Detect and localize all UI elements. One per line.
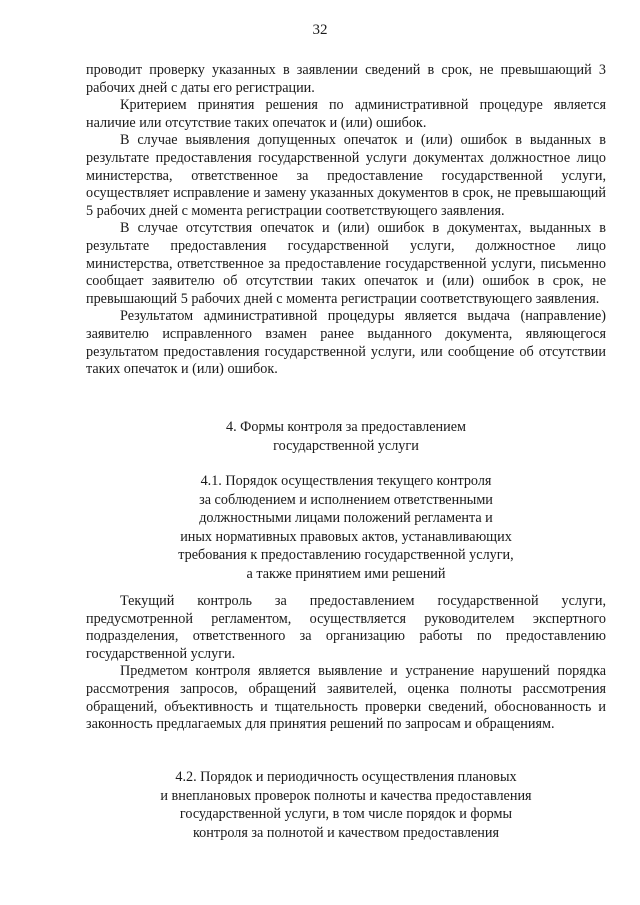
paragraph-verification-term: проводит проверку указанных в заявлении сведений в срок, не превышающий 3 рабочих дней с даты его регистрации. [86,62,606,96]
section-4-1-heading-line: иных нормативных правовых актов, устанавливающих [180,528,512,545]
section-4-1-heading-line: 4.1. Порядок осуществления текущего контроля [200,473,492,489]
section-4-heading [86,418,606,455]
paragraph-decision-criterion: Критерием принятия решения по административной процедуре является наличие или отсутствие таких опечаток и (или) ошибок. [86,97,606,131]
paragraph-control-subject: Предметом контроля является выявление и устранение нарушений порядка рассмотрения запросов, обращений заявителей, оценка полноты рассмотрения обращений, объективность и тщательность проверки сведений, обоснованность и законность предлагаемых для принятия решений по запросам и обращениям. [86,663,606,733]
section-4-1-heading [86,472,606,583]
text-block-procedure [86,62,606,379]
section-4-1-heading-line: за соблюдением и исполнением ответственными [199,491,493,508]
page-number: 32 [312,22,328,38]
paragraph-errors-found: В случае выявления допущенных опечаток и (или) ошибок в выданных в результате предоставления государственной услуги документах должностное лицо министерства, ответственное за предоставление государственной услуги, осуществляет исправление и замену указанных документов в срок, не превышающий 5 рабочих дней с момента регистрации соответствующего заявления. [86,132,606,219]
section-4-heading-line: 4. Формы контроля за предоставлением [225,419,467,435]
section-4-2-heading-line: 4.2. Порядок и периодичность осуществления плановых [175,769,517,785]
paragraph-no-errors: В случае отсутствия опечаток и (или) ошибок в документах, выданных в результате предоставления государственной услуги, должностное лицо министерства, ответственное за предоставление государственной услуги, письменно сообщает заявителю об отсутствии таких опечаток и (или) ошибок в срок, не превышающий 5 рабочих дней с момента регистрации соответствующего заявления. [86,220,606,307]
section-4-2-heading-line: контроля за полнотой и качеством предоставления [193,824,499,841]
section-4-heading-line: государственной услуги [273,437,419,454]
text-block-current-control [86,593,606,734]
section-4-1-heading-line: требования к предоставлению государственной услуги, [178,547,514,563]
section-4-1-heading-line: а также принятием ими решений [246,565,446,582]
paragraph-procedure-result: Результатом административной процедуры является выдача (направление) заявителю исправленного взамен ранее выданного документа, являющегося результатом предоставления государственной услуги, или сообщение об отсутствии таких опечаток и (или) ошибок. [86,308,606,378]
section-4-2-heading-line: и внеплановых проверок полноты и качества предоставления [160,787,532,804]
section-4-1-heading-line: должностными лицами положений регламента и [199,510,493,526]
section-4-2-heading [86,768,606,842]
paragraph-current-control: Текущий контроль за предоставлением государственной услуги, предусмотренной регламентом, осуществляется руководителем экспертного подразделения, ответственного за организацию работы по предоставлению государственной услуги. [86,593,606,662]
section-4-2-heading-line: государственной услуги, в том числе порядок и формы [179,806,513,822]
